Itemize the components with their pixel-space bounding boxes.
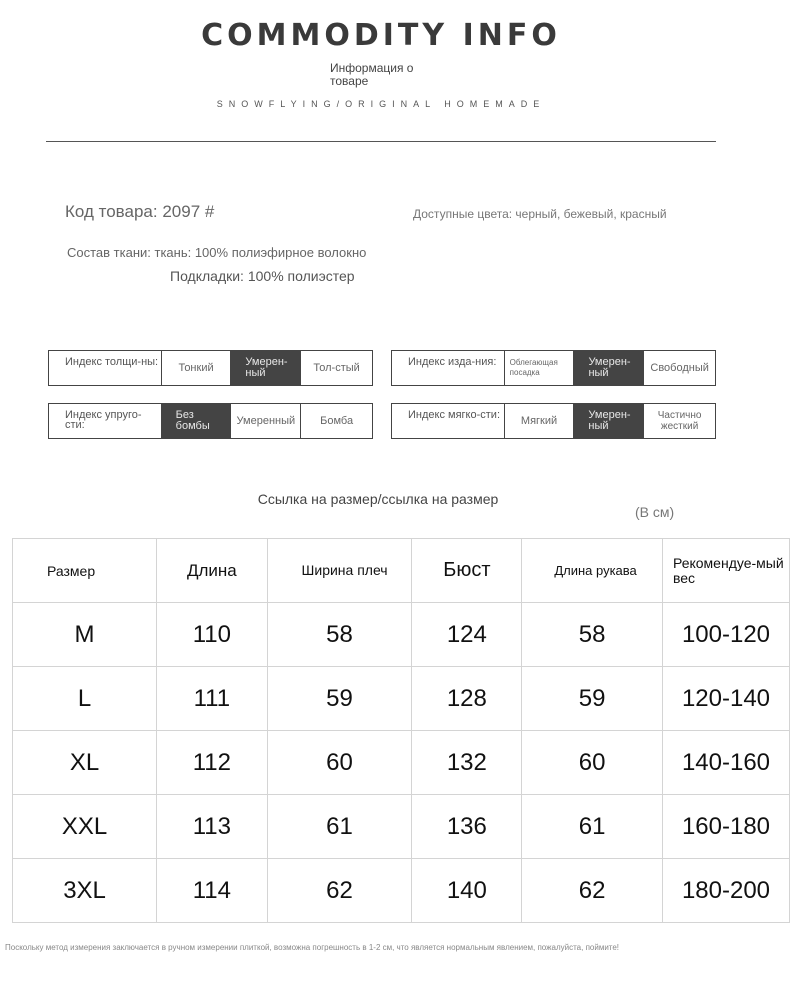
softness-option-moderate: Умерен-ный [574, 404, 644, 438]
fabric-composition: Состав ткани: ткань: 100% полиэфирное волокно [67, 245, 367, 260]
table-row [13, 603, 790, 667]
cell-sleeve: 59 [522, 667, 663, 731]
cell-size: XL [13, 731, 157, 795]
thickness-index-label: Индекс толщи-ны: [49, 351, 162, 385]
cell-length: 110 [157, 603, 267, 667]
product-code: Код товара: 2097 # [65, 202, 215, 221]
cell-length: 111 [157, 667, 267, 731]
table-header-row [13, 539, 790, 603]
header-size: Размер [13, 539, 157, 603]
elasticity-index-label: Индекс упруго-сти: [49, 404, 162, 438]
thickness-index [48, 350, 373, 386]
size-chart-caption: Ссылка на размер/ссылка на размер [257, 491, 499, 507]
softness-option-stiff: Частично жесткий [657, 410, 702, 432]
cell-size: 3XL [13, 859, 157, 923]
measurement-footnote: Поскольку метод измерения заключается в ручном измерении плиткой, возможна погрешность в 1-2 см, что является нормальным явлением, пожалуйста, поймите! [5, 943, 620, 952]
table-row [13, 859, 790, 923]
softness-index-label: Индекс мягко-сти: [392, 404, 505, 438]
cell-shoulder: 61 [267, 795, 412, 859]
cell-bust: 132 [412, 731, 522, 795]
cell-size: XXL [13, 795, 157, 859]
page-subtitle: Информация о товаре [330, 61, 414, 88]
cell-shoulder: 58 [267, 603, 412, 667]
cell-size: L [13, 667, 157, 731]
cell-weight: 160-180 [662, 795, 789, 859]
table-row [13, 667, 790, 731]
fit-index-label: Индекс изда-ния: [392, 351, 505, 385]
cell-sleeve: 58 [522, 603, 663, 667]
header-bust: Бюст [412, 539, 522, 603]
fit-index [391, 350, 716, 386]
divider [46, 141, 716, 142]
elasticity-option-high: Бомба [320, 414, 354, 427]
header-length: Длина [157, 539, 267, 603]
header-recommended-weight: Рекомендуе-мый вес [662, 539, 789, 603]
cell-length: 114 [157, 859, 267, 923]
softness-option-soft: Мягкий [505, 404, 575, 438]
thickness-option-moderate: Умерен-ный [231, 351, 301, 385]
cell-weight: 120-140 [662, 667, 789, 731]
header-shoulder-width: Ширина плеч [267, 539, 412, 603]
brand-line: SNOWFLYING/ORIGINAL HOMEMADE [216, 99, 546, 109]
cell-bust: 140 [412, 859, 522, 923]
lining-composition: Подкладки: 100% полиэстер [170, 268, 355, 284]
fit-option-loose: Свободный [650, 361, 709, 374]
elasticity-index [48, 403, 373, 439]
elasticity-option-moderate: Умеренный [231, 404, 301, 438]
available-colors: Доступные цвета: черный, бежевый, красный [413, 207, 667, 221]
size-chart-unit: (В см) [635, 504, 675, 520]
cell-shoulder: 60 [267, 731, 412, 795]
cell-sleeve: 62 [522, 859, 663, 923]
cell-weight: 180-200 [662, 859, 789, 923]
cell-length: 113 [157, 795, 267, 859]
table-row [13, 731, 790, 795]
cell-bust: 136 [412, 795, 522, 859]
header-sleeve-length: Длина рукава [522, 539, 663, 603]
cell-size: M [13, 603, 157, 667]
cell-shoulder: 62 [267, 859, 412, 923]
thickness-option-thick: Тол-стый [313, 361, 360, 374]
page-title: COMMODITY INFO [201, 18, 561, 53]
table-row [13, 795, 790, 859]
cell-bust: 124 [412, 603, 522, 667]
cell-sleeve: 60 [522, 731, 663, 795]
thickness-option-thin: Тонкий [162, 351, 232, 385]
cell-weight: 140-160 [662, 731, 789, 795]
fit-option-moderate: Умерен-ный [574, 351, 644, 385]
cell-weight: 100-120 [662, 603, 789, 667]
cell-sleeve: 61 [522, 795, 663, 859]
cell-shoulder: 59 [267, 667, 412, 731]
elasticity-option-none: Без бомбы [162, 404, 232, 438]
fit-option-slim: Облегающая посадка [505, 351, 575, 385]
softness-index [391, 403, 716, 439]
size-chart-table [12, 538, 790, 923]
cell-length: 112 [157, 731, 267, 795]
cell-bust: 128 [412, 667, 522, 731]
